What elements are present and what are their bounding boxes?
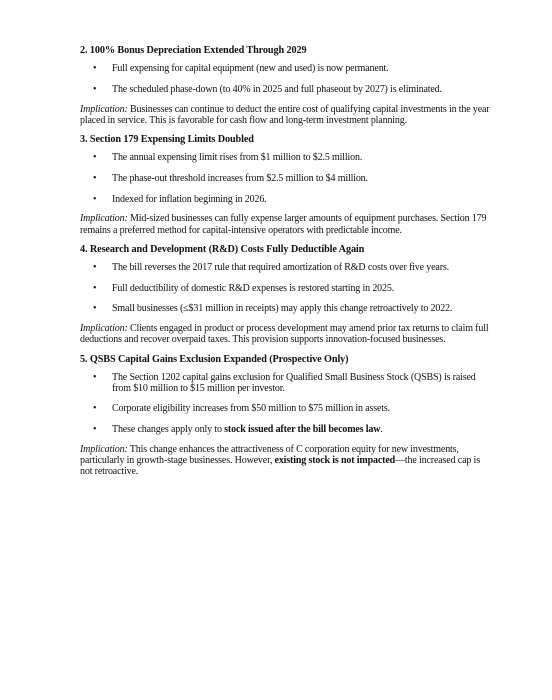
- list-item: • The phase-out threshold increases from $2.5 million to $4 million.: [93, 172, 368, 184]
- section-heading: 5. QSBS Capital Gains Exclusion Expanded (Prospective Only): [80, 353, 349, 365]
- list-item: • Full deductibility of domestic R&D expenses is restored starting in 2025.: [93, 282, 395, 294]
- implication-paragraph: Implication: This change enhances the attractiveness of C corporation equity for new investments, particularly in growth-stage businesses. However, existing stock is not impacted—the increased cap is not retroactive.: [80, 443, 480, 478]
- section-rd-costs: [80, 243, 492, 346]
- list-item: • Full expensing for capital equipment (new and used) is now permanent.: [93, 63, 389, 74]
- bullet-icon: •: [93, 152, 97, 163]
- list-item: • The bill reverses the 2017 rule that required amortization of R&D costs over five years.: [93, 261, 449, 273]
- bullet-icon: •: [93, 371, 97, 383]
- section-heading: 4. Research and Development (R&D) Costs Fully Deductible Again: [80, 243, 365, 255]
- list-item: • The Section 1202 capital gains exclusion for Qualified Small Business Stock (QSBS) is raised from $10 million to $15 million per investor.: [93, 371, 476, 394]
- bullet-icon: •: [93, 172, 97, 184]
- section-heading: 3. Section 179 Expensing Limits Doubled: [80, 134, 254, 145]
- bullet-icon: •: [93, 261, 97, 273]
- bullet-icon: •: [93, 193, 97, 205]
- bullet-list: [80, 262, 492, 315]
- list-item: • Indexed for inflation beginning in 2026.: [93, 193, 267, 205]
- section-heading: 2. 100% Bonus Depreciation Extended Through 2029: [80, 45, 307, 56]
- list-item: • The annual expensing limit rises from $1 million to $2.5 million.: [93, 152, 363, 163]
- list-item: • Corporate eligibility increases from $50 million to $75 million in assets.: [93, 403, 391, 415]
- list-item: • These changes apply only to stock issued after the bill becomes law.: [93, 424, 383, 436]
- section-bonus-depreciation: [80, 44, 492, 126]
- list-item: • The scheduled phase-down (to 40% in 2025 and full phaseout by 2027) is eliminated.: [93, 83, 442, 95]
- list-item: • Small businesses (≤$31 million in receipts) may apply this change retroactively to 2022.: [93, 303, 453, 315]
- bullet-list: [80, 152, 492, 205]
- bullet-icon: •: [93, 303, 97, 315]
- bullet-icon: •: [93, 63, 97, 74]
- bullet-icon: •: [93, 83, 97, 95]
- implication-paragraph: Implication: Businesses can continue to deduct the entire cost of qualifying capital investments in the year placed in service. This is favorable for cash flow and long-term investment planning.: [80, 103, 490, 126]
- implication-paragraph: Implication: Clients engaged in product or process development may amend prior tax returns to claim full deductions and recover overpaid taxes. This provision supports innovation-focused businesses.: [80, 323, 489, 346]
- section-179-expensing: [80, 133, 492, 236]
- bullet-list: [80, 63, 492, 95]
- section-qsbs-exclusion: [80, 353, 492, 478]
- document-page: [80, 44, 492, 485]
- bullet-list: [80, 372, 492, 436]
- implication-paragraph: Implication: Mid-sized businesses can fully expense larger amounts of equipment purchases. Section 179 remains a preferred method for capital-intensive operators with predictable income.: [80, 213, 487, 236]
- bullet-icon: •: [93, 282, 97, 294]
- bullet-icon: •: [93, 424, 97, 436]
- bullet-icon: •: [93, 403, 97, 415]
